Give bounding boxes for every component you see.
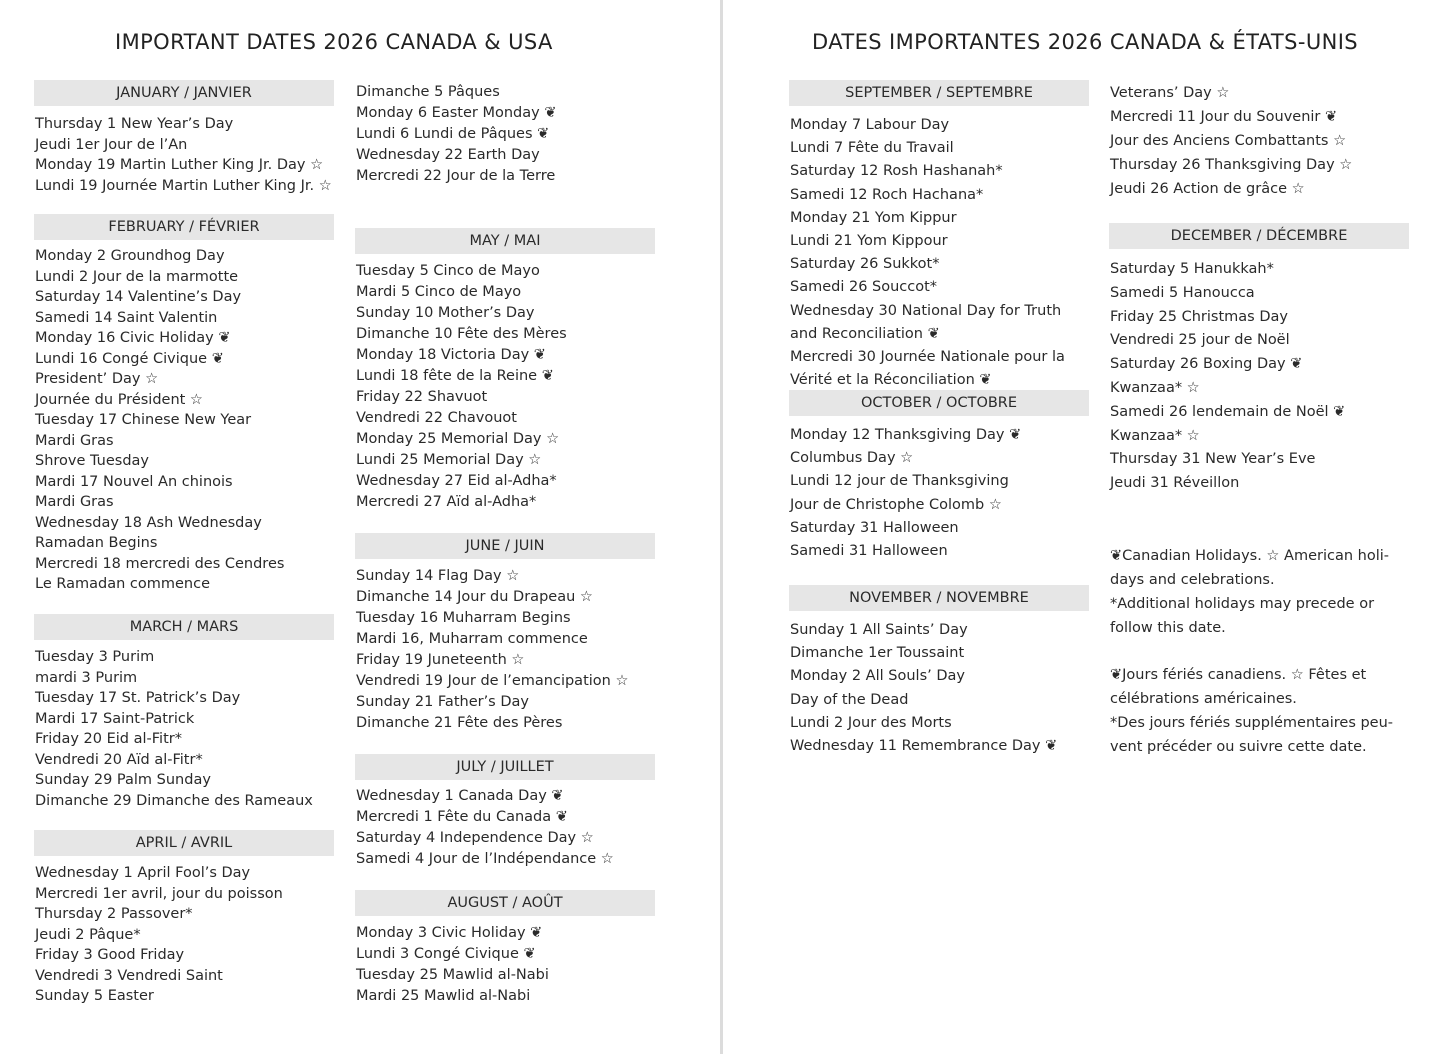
holiday-entry: Wednesday 1 Canada Day ❦ <box>356 788 564 804</box>
legend-french <box>1110 663 1410 759</box>
holiday-entry: Saturday 4 Independence Day ☆ <box>356 830 594 846</box>
holiday-entry: Kwanzaa* ☆ <box>1110 427 1200 444</box>
holiday-entry: Vendredi 25 jour de Noël <box>1110 332 1290 349</box>
month-list-november-continued <box>1110 81 1410 201</box>
holiday-entry: Monday 12 Thanksgiving Day ❦ <box>790 427 1022 443</box>
holiday-entry: Tuesday 17 Chinese New Year <box>35 412 252 428</box>
holiday-entry: Monday 18 Victoria Day ❦ <box>356 347 546 363</box>
holiday-entry: Dimanche 29 Dimanche des Rameaux <box>35 792 313 809</box>
holiday-entry: Monday 3 Civic Holiday ❦ <box>356 925 543 941</box>
holiday-entry: Columbus Day ☆ <box>790 450 914 467</box>
holiday-entry: Day of the Dead <box>790 691 909 708</box>
holiday-entry: Samedi 12 Roch Hachana* <box>790 186 984 203</box>
holiday-entry: Saturday 12 Rosh Hashanah* <box>790 163 1003 180</box>
holiday-entry: Veterans’ Day ☆ <box>1110 85 1230 101</box>
holiday-entry: Thursday 26 Thanksgiving Day ☆ <box>1110 157 1353 173</box>
holiday-entry: Wednesday 1 April Fool’s Day <box>35 865 251 881</box>
holiday-entry: Thursday 1 New Year’s Day <box>35 116 234 132</box>
holiday-entry: Sunday 29 Palm Sunday <box>35 772 211 788</box>
holiday-entry: mardi 3 Purim <box>35 669 138 686</box>
holiday-entry: Friday 3 Good Friday <box>35 947 185 963</box>
holiday-entry: Jeudi 31 Réveillon <box>1110 475 1240 492</box>
holiday-entry: Saturday 14 Valentine’s Day <box>35 289 242 305</box>
month-list-april-continued <box>356 82 656 187</box>
holiday-entry: Monday 19 Martin Luther King Jr. Day ☆ <box>35 157 324 173</box>
legend-line: ❦Canadian Holidays. ☆ American holi- <box>1110 548 1389 564</box>
holiday-entry: Jeudi 1er Jour de l’An <box>35 136 188 153</box>
holiday-entry: Sunday 14 Flag Day ☆ <box>356 568 520 584</box>
holiday-entry: Tuesday 16 Muharram Begins <box>356 610 571 626</box>
holiday-entry: Monday 16 Civic Holiday ❦ <box>35 330 231 346</box>
holiday-entry: Mardi 17 Nouvel An chinois <box>35 473 233 490</box>
holiday-entry: Mardi 25 Mawlid al-Nabi <box>356 988 531 1004</box>
holiday-entry: Mercredi 18 mercredi des Cendres <box>35 555 285 572</box>
holiday-entry: Lundi 7 Fête du Travail <box>790 140 954 157</box>
holiday-entry: Mercredi 1 Fête du Canada ❦ <box>356 809 568 825</box>
holiday-entry: Dimanche 5 Pâques <box>356 84 500 100</box>
holiday-entry: Monday 25 Memorial Day ☆ <box>356 431 560 447</box>
holiday-entry: Monday 2 All Souls’ Day <box>790 668 965 685</box>
holiday-entry: Mercredi 1er avril, jour du poisson <box>35 885 283 902</box>
holiday-entry: Lundi 19 Journée Martin Luther King Jr. ☆ <box>35 177 332 194</box>
holiday-entry: Friday 20 Eid al-Fitr* <box>35 731 182 747</box>
holiday-entry: Lundi 2 Jour de la marmotte <box>35 268 239 285</box>
page-title: IMPORTANT DATES 2026 CANADA & USA <box>115 30 553 54</box>
month-header-october: OCTOBER / OCTOBRE <box>789 390 1089 416</box>
legend-line: vent précéder ou suivre cette date. <box>1110 739 1367 755</box>
month-header-april: APRIL / AVRIL <box>34 830 334 856</box>
month-list-december <box>1110 258 1410 496</box>
holiday-entry: Lundi 25 Memorial Day ☆ <box>356 452 542 468</box>
holiday-entry: Lundi 3 Congé Civique ❦ <box>356 946 536 962</box>
holiday-entry: Lundi 21 Yom Kippour <box>790 232 948 249</box>
holiday-entry: Jeudi 2 Pâque* <box>35 926 141 943</box>
holiday-entry: Wednesday 27 Eid al-Adha* <box>356 473 557 489</box>
month-header-december: DECEMBER / DÉCEMBRE <box>1109 223 1409 249</box>
holiday-entry: Wednesday 22 Earth Day <box>356 147 540 163</box>
holiday-entry: Journée du Président ☆ <box>35 391 203 408</box>
holiday-entry: Wednesday 30 National Day for Truth <box>790 302 1062 319</box>
month-list-june <box>356 566 656 734</box>
holiday-entry: Mardi Gras <box>35 494 114 510</box>
holiday-entry: Thursday 31 New Year’s Eve <box>1110 451 1316 468</box>
holiday-entry: Lundi 12 jour de Thanksgiving <box>790 473 1009 490</box>
legend-line: days and celebrations. <box>1110 572 1275 588</box>
holiday-entry: Wednesday 11 Remembrance Day ❦ <box>790 737 1058 754</box>
holiday-entry: Samedi 5 Hanoucca <box>1110 284 1255 301</box>
holiday-entry: Kwanzaa* ☆ <box>1110 379 1200 396</box>
holiday-entry: Dimanche 21 Fête des Pères <box>356 715 563 731</box>
holiday-entry: Samedi 14 Saint Valentin <box>35 309 218 326</box>
holiday-entry: Samedi 26 lendemain de Noël ❦ <box>1110 403 1346 420</box>
holiday-entry: and Reconciliation ❦ <box>790 325 940 342</box>
legend-line: célébrations américaines. <box>1110 691 1297 707</box>
legend-line: follow this date. <box>1110 620 1226 636</box>
month-list-september <box>790 114 1090 392</box>
holiday-entry: Monday 21 Yom Kippur <box>790 209 957 226</box>
month-list-february <box>35 246 335 595</box>
holiday-entry: Sunday 5 Easter <box>35 988 154 1004</box>
holiday-entry: Lundi 2 Jour des Morts <box>790 714 952 731</box>
holiday-entry: Friday 25 Christmas Day <box>1110 308 1288 325</box>
page-title: DATES IMPORTANTES 2026 CANADA & ÉTATS-UNIS <box>812 30 1359 54</box>
holiday-entry: Monday 2 Groundhog Day <box>35 248 225 264</box>
month-list-july <box>356 786 656 870</box>
holiday-entry: Saturday 26 Boxing Day ❦ <box>1110 356 1303 373</box>
month-list-january <box>35 114 335 196</box>
holiday-entry: Samedi 31 Halloween <box>790 542 948 559</box>
holiday-entry: Saturday 5 Hanukkah* <box>1110 261 1274 277</box>
month-list-october <box>790 424 1090 563</box>
holiday-entry: Samedi 26 Souccot* <box>790 279 938 296</box>
month-list-april <box>35 863 335 1007</box>
holiday-entry: Mercredi 27 Aïd al-Adha* <box>356 494 537 510</box>
holiday-entry: Sunday 10 Mother’s Day <box>356 305 535 321</box>
legend-line: *Additional holidays may precede or <box>1110 596 1375 612</box>
holiday-entry: Wednesday 18 Ash Wednesday <box>35 514 262 531</box>
holiday-entry: Jour des Anciens Combattants ☆ <box>1110 133 1347 149</box>
holiday-entry: Lundi 16 Congé Civique ❦ <box>35 350 224 367</box>
holiday-entry: Saturday 26 Sukkot* <box>790 256 940 273</box>
holiday-entry: Mardi 5 Cinco de Mayo <box>356 284 522 300</box>
left-page <box>0 0 720 1054</box>
month-header-november: NOVEMBER / NOVEMBRE <box>789 585 1089 611</box>
holiday-entry: Vendredi 19 Jour de l’emancipation ☆ <box>356 673 629 689</box>
holiday-entry: Tuesday 5 Cinco de Mayo <box>356 263 540 279</box>
holiday-entry: Tuesday 3 Purim <box>35 649 155 665</box>
holiday-entry: Tuesday 17 St. Patrick’s Day <box>35 690 241 706</box>
month-header-july: JULY / JUILLET <box>355 754 655 780</box>
month-header-february: FEBRUARY / FÉVRIER <box>34 214 334 240</box>
right-page <box>723 0 1445 1054</box>
month-header-september: SEPTEMBER / SEPTEMBRE <box>789 80 1089 106</box>
holiday-entry: Friday 19 Juneteenth ☆ <box>356 652 525 668</box>
holiday-entry: Tuesday 25 Mawlid al-Nabi <box>356 967 549 983</box>
month-header-june: JUNE / JUIN <box>355 533 655 559</box>
month-list-november <box>790 619 1090 758</box>
legend-english <box>1110 544 1410 640</box>
holiday-entry: Vendredi 22 Chavouot <box>356 410 517 426</box>
legend-line: *Des jours fériés supplémentaires peu- <box>1110 715 1394 731</box>
month-header-march: MARCH / MARS <box>34 614 334 640</box>
holiday-entry: Mardi Gras <box>35 432 114 449</box>
month-list-may <box>356 261 656 513</box>
holiday-entry: Vendredi 3 Vendredi Saint <box>35 967 223 984</box>
holiday-entry: President’ Day ☆ <box>35 371 159 387</box>
holiday-entry: Saturday 31 Halloween <box>790 519 959 536</box>
holiday-entry: Jour de Christophe Colomb ☆ <box>790 496 1002 513</box>
legend-line: ❦Jours fériés canadiens. ☆ Fêtes et <box>1110 667 1367 683</box>
holiday-entry: Mardi 17 Saint-Patrick <box>35 710 195 727</box>
holiday-entry: Le Ramadan commence <box>35 576 210 592</box>
holiday-entry: Lundi 6 Lundi de Pâques ❦ <box>356 126 550 142</box>
holiday-entry: Vérité et la Réconciliation ❦ <box>790 372 992 389</box>
holiday-entry: Jeudi 26 Action de grâce ☆ <box>1110 181 1305 197</box>
month-list-august <box>356 923 656 1007</box>
month-header-january: JANUARY / JANVIER <box>34 80 334 106</box>
holiday-entry: Monday 6 Easter Monday ❦ <box>356 105 557 121</box>
month-list-march <box>35 647 335 811</box>
month-header-may: MAY / MAI <box>355 228 655 254</box>
holiday-entry: Dimanche 1er Toussaint <box>790 645 965 662</box>
holiday-entry: Dimanche 14 Jour du Drapeau ☆ <box>356 589 593 605</box>
holiday-entry: Mercredi 22 Jour de la Terre <box>356 168 556 184</box>
holiday-entry: Mercredi 11 Jour du Souvenir ❦ <box>1110 109 1338 125</box>
holiday-entry: Ramadan Begins <box>35 535 158 551</box>
holiday-entry: Dimanche 10 Fête des Mères <box>356 326 567 342</box>
holiday-entry: Sunday 21 Father’s Day <box>356 694 529 710</box>
holiday-entry: Friday 22 Shavuot <box>356 389 488 405</box>
holiday-entry: Mardi 16, Muharram commence <box>356 631 588 647</box>
holiday-entry: Monday 7 Labour Day <box>790 117 950 133</box>
holiday-entry: Lundi 18 fête de la Reine ❦ <box>356 368 554 384</box>
holiday-entry: Shrove Tuesday <box>35 453 150 469</box>
holiday-entry: Vendredi 20 Aïd al-Fitr* <box>35 751 203 768</box>
holiday-entry: Samedi 4 Jour de l’Indépendance ☆ <box>356 851 614 867</box>
holiday-entry: Sunday 1 All Saints’ Day <box>790 622 968 638</box>
holiday-entry: Thursday 2 Passover* <box>35 906 193 922</box>
holiday-entry: Mercredi 30 Journée Nationale pour la <box>790 348 1065 365</box>
month-header-august: AUGUST / AOÛT <box>355 890 655 916</box>
